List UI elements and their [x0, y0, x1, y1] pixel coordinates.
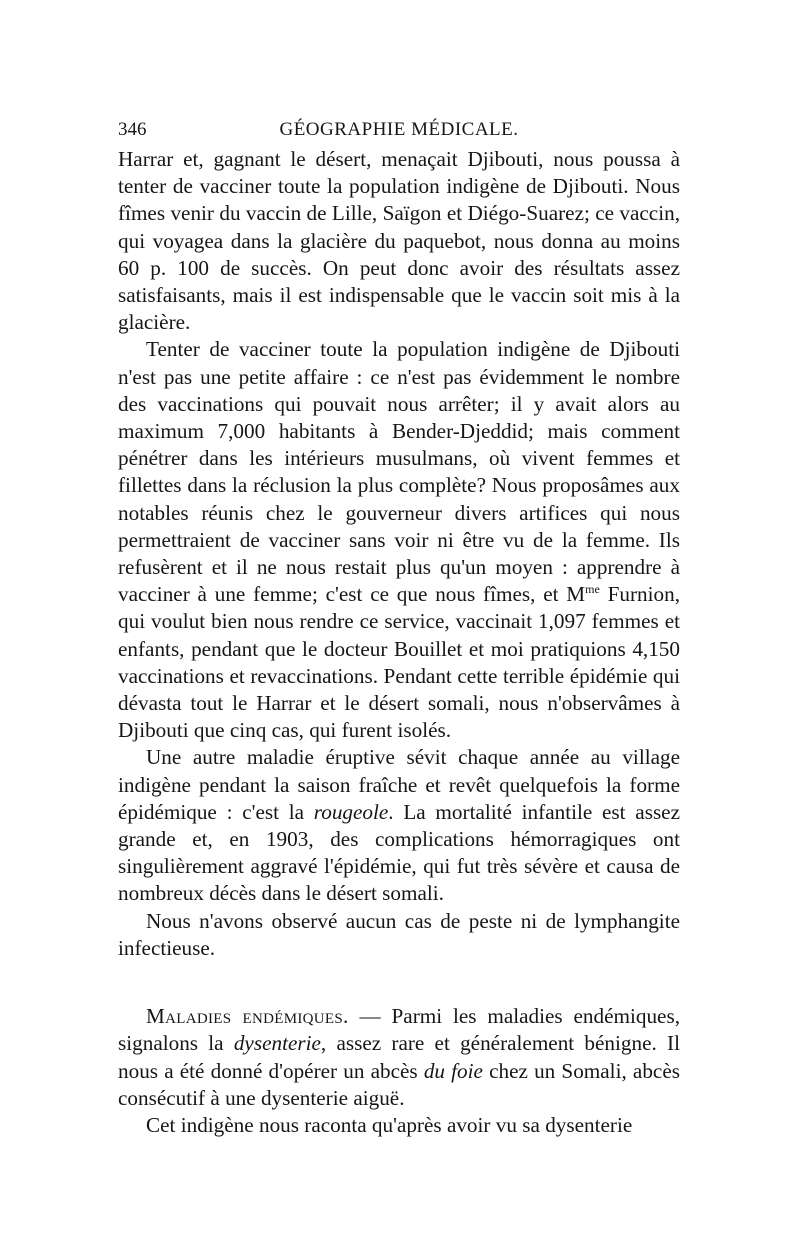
paragraph: [118, 336, 680, 744]
paragraph-text: Une autre maladie éruptive sévit chaque année au village indigène pendant la saison fraîche et revêt quelquefois la forme épidémique : c'est la: [118, 745, 680, 824]
paragraph-text: — Parmi les maladies endémiques, signalons la: [118, 1004, 680, 1056]
paragraph-text: Furnion, qui voulut bien nous rendre ce service, vaccinait 1,097 femmes et enfants, pendant que le docteur Bouillet et moi pratiquions 4,150 vaccinations et revaccinations. Pendant cette terrible épidémie qui dévasta tout le Harrar et le désert somali, nous n'observâmes à Djibouti que cinq cas, qui furent isolés.: [118, 582, 680, 743]
page-header: [118, 115, 680, 145]
running-title: GÉOGRAPHIE MÉDICALE.: [279, 119, 519, 140]
section-spacer: [118, 962, 680, 1003]
superscript-abbreviation: me: [585, 582, 600, 597]
italic-term: du foie: [423, 1058, 483, 1083]
paragraph: Harrar et, gagnant le désert, menaçait Djibouti, nous poussa à tenter de vacciner toute la population indigène de Djibouti. Nous fîmes venir du vaccin de Lille, Saïgon et Diégo-Suarez; ce vaccin, qui voyagea dans la glacière du paquebot, nous donna au moins 60 p. 100 de succès. On peut donc avoir des résultats assez satisfaisants, mais il est indispensable que le vaccin soit mis à la glacière.: [118, 147, 680, 335]
italic-term: dysenterie: [233, 1031, 321, 1056]
paragraph: Cet indigène nous raconta qu'après avoir vu sa dysenterie: [146, 1112, 633, 1137]
italic-term: rougeole: [313, 799, 389, 824]
section-heading: Maladies endémiques.: [146, 1004, 349, 1029]
paragraph-text: chez un Somali, abcès consécutif à une dysenterie aiguë.: [118, 1058, 680, 1110]
paragraph-text: . La mortalité infantile est assez grande et, en 1903, des complications hémorragiques ont singulièrement aggravé l'épidémie, qui fut très sévère et causa de nombreux décès dans le désert somali.: [118, 799, 680, 906]
paragraph: Nous n'avons observé aucun cas de peste ni de lymphangite infectieuse.: [118, 908, 680, 960]
paragraph: [118, 744, 680, 907]
paragraph-text: , assez rare et généralement bénigne. Il nous a été donné d'opérer un abcès: [118, 1031, 680, 1083]
paragraph-text: Tenter de vacciner toute la population indigène de Djibouti n'est pas une petite affaire : ce n'est pas évidemment le nombre des vaccinations qui pouvait nous arrêter; il y avait alors au maximum 7,000 habitants à Bender-Djeddid; mais comment pénétrer dans les intérieurs musulmans, où vivent femmes et fillettes dans la réclusion la plus complète? Nous proposâmes aux notables réunis chez le gouverneur divers artifices qui nous permettraient de vacciner sans voir ni être vu de la femme. Ils refusèrent et il ne nous restait plus qu'un moyen : apprendre à vacciner à une femme; c'est ce que nous fîmes, et M: [118, 337, 680, 607]
page-number: 346: [118, 119, 147, 140]
body-text: [118, 146, 680, 1139]
paragraph: [118, 1003, 680, 1112]
